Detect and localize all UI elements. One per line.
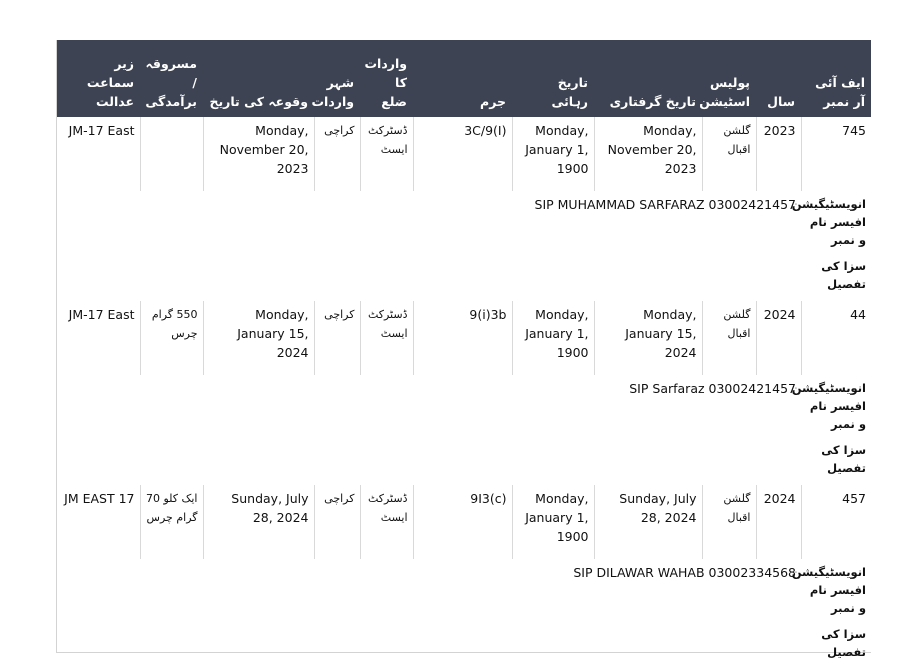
header-arrest-date: تاریخ گرفتاری xyxy=(594,40,702,117)
recovered: ایک کلو 70 گرام چرس xyxy=(140,485,203,559)
district: ڈسٹرکٹ ایسٹ xyxy=(360,301,413,375)
district: ڈسٹرکٹ ایسٹ xyxy=(360,485,413,559)
record-row xyxy=(57,485,871,559)
fir-records-sheet xyxy=(56,40,871,659)
officer-value: SIP DILAWAR WAHAB 03002334568 xyxy=(573,565,796,580)
punishment-label: سزا کی تفصیل xyxy=(821,443,866,475)
header-fir: ایف آئی آر نمبر xyxy=(801,40,871,117)
punishment-label: سزا کی تفصیل xyxy=(821,627,866,659)
officer-value: SIP Sarfaraz 03002421457 xyxy=(629,381,796,396)
fir-records-table xyxy=(57,40,871,669)
punishment-value xyxy=(57,437,801,485)
incident-date: Monday, January 15, 2024 xyxy=(203,301,314,375)
officer-row xyxy=(57,191,871,253)
year: 2024 xyxy=(756,485,801,559)
officer-row xyxy=(57,559,871,621)
header-recovered: مسروقہ / برآمدگی xyxy=(140,40,203,117)
recovered xyxy=(140,117,203,191)
court: JM-17 East xyxy=(68,123,135,138)
header-row xyxy=(57,40,871,117)
arrest-date: Sunday, July 28, 2024 xyxy=(594,485,702,559)
officer-row xyxy=(57,375,871,437)
police-station: گلشن اقبال xyxy=(702,485,756,559)
year: 2023 xyxy=(756,117,801,191)
header-district: واردات کا ضلع xyxy=(360,40,413,117)
court: JM-17 East xyxy=(68,307,135,322)
arrest-date: Monday, November 20, 2023 xyxy=(594,117,702,191)
punishment-label: سزا کی تفصیل xyxy=(821,259,866,291)
incident-date: Sunday, July 28, 2024 xyxy=(203,485,314,559)
record-row xyxy=(57,301,871,375)
recovered: 550 گرام چرس xyxy=(140,301,203,375)
officer-value: SIP MUHAMMAD SARFARAZ 03002421457 xyxy=(534,197,796,212)
police-station: گلشن اقبال xyxy=(702,301,756,375)
release-date: Monday, January 1, 1900 xyxy=(512,485,594,559)
officer-label: انویسٹیگیشن افیسر نام و نمبر xyxy=(791,197,866,247)
header-release-date: تاریخ رہائی xyxy=(512,40,594,117)
crime: 3C/9(I) xyxy=(413,117,512,191)
fir-number: 457 xyxy=(801,485,871,559)
city: کراچی xyxy=(314,485,360,559)
court: JM EAST 17 xyxy=(64,491,135,506)
punishment-value xyxy=(57,621,801,669)
release-date: Monday, January 1, 1900 xyxy=(512,301,594,375)
fir-number: 44 xyxy=(801,301,871,375)
arrest-date: Monday, January 15, 2024 xyxy=(594,301,702,375)
punishment-row xyxy=(57,253,871,301)
officer-label: انویسٹیگیشن افیسر نام و نمبر xyxy=(791,381,866,431)
header-court: زیر سماعت عدالت xyxy=(57,40,140,117)
release-date: Monday, January 1, 1900 xyxy=(512,117,594,191)
district: ڈسٹرکٹ ایسٹ xyxy=(360,117,413,191)
header-station: پولیس اسٹیشن xyxy=(702,40,756,117)
header-city: شہر واردات xyxy=(314,40,360,117)
header-crime: جرم xyxy=(413,40,512,117)
punishment-value xyxy=(57,253,801,301)
city: کراچی xyxy=(314,117,360,191)
fir-number: 745 xyxy=(801,117,871,191)
punishment-row xyxy=(57,621,871,669)
crime: 9(i)3b xyxy=(413,301,512,375)
record-row xyxy=(57,117,871,191)
police-station: گلشن اقبال xyxy=(702,117,756,191)
incident-date: Monday, November 20, 2023 xyxy=(203,117,314,191)
header-incident-date: وقوعہ کی تاریخ xyxy=(203,40,314,117)
officer-label: انویسٹیگیشن افیسر نام و نمبر xyxy=(791,565,866,615)
year: 2024 xyxy=(756,301,801,375)
crime: 9I3(c) xyxy=(413,485,512,559)
city: کراچی xyxy=(314,301,360,375)
header-year: سال xyxy=(756,40,801,117)
punishment-row xyxy=(57,437,871,485)
